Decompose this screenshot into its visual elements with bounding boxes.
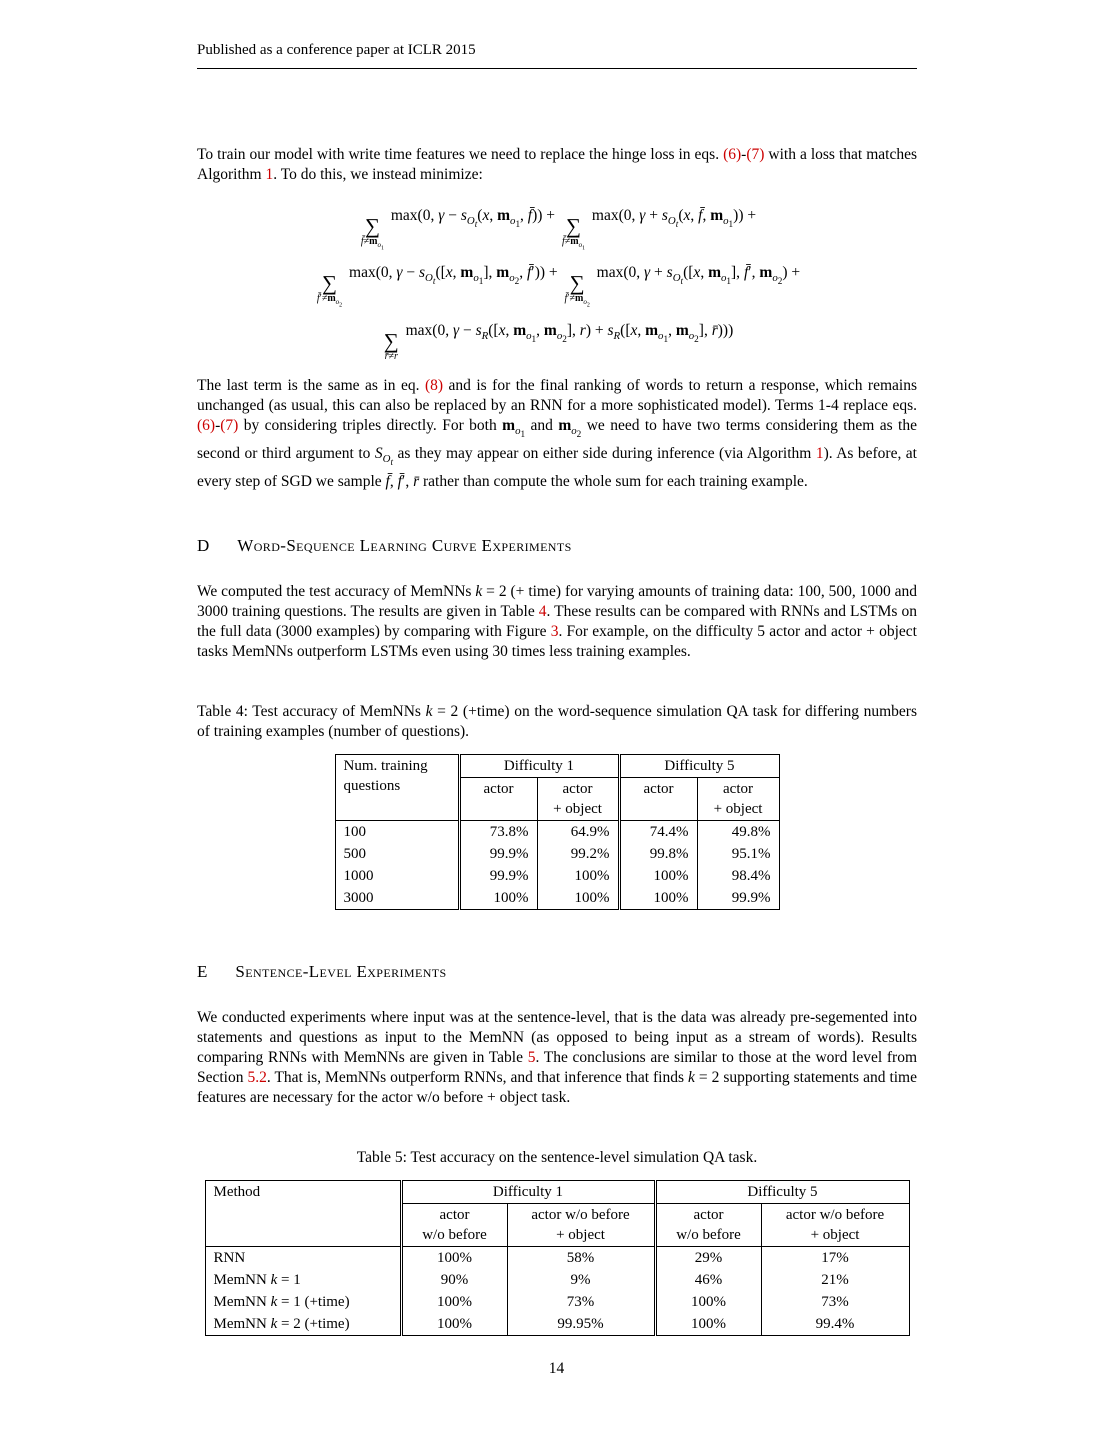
table5-subheader: actor w/o before	[401, 1204, 507, 1247]
equation-line-1: ∑ $f̄\ne m_{o_1}$ max(0, $\gamma - s_{O_t}(x$, $m_{o_1}$, f̄)) + ∑ $f̄\ne m_{o_1}$ max(0, $\gamma + s_{O_t}(x$, f̄, $m_{o_1}$)) +	[360, 207, 757, 252]
page-content	[197, 145, 917, 1336]
cell-value: 100%	[401, 1313, 507, 1336]
table-row	[205, 1247, 909, 1270]
row-label: 100	[343, 824, 366, 841]
table4-header	[335, 755, 779, 821]
cell-value: 99.2%	[537, 843, 619, 865]
cell-value: 49.8%	[697, 821, 779, 844]
ref-eq-6[interactable]: (6)	[723, 146, 742, 163]
table5-group-row	[205, 1181, 909, 1204]
table5-subheader: actor w/o before + object	[507, 1204, 655, 1247]
row-label: 500	[343, 846, 366, 863]
table5-header	[205, 1181, 909, 1247]
table4-corner-header: Num. training questions	[335, 755, 459, 821]
ref-figure-3[interactable]: 3	[550, 623, 559, 641]
ref-table-4[interactable]: 4	[538, 603, 547, 621]
table4-subheader: actor	[459, 778, 537, 821]
cell-value: 64.9%	[537, 821, 619, 844]
equation-block	[197, 199, 917, 362]
table4-caption: Table 4: Test accuracy of MemNNs k = 2 (+time) on the word-sequence simulation QA task for differing numbers of training examples (number of questions).	[197, 703, 917, 741]
row-label: MemNN k = 1	[213, 1272, 301, 1289]
table4-subheader: actor	[619, 778, 697, 821]
cell-value: 100%	[537, 865, 619, 887]
section-e-paragraph: We conducted experiments where input was at the sentence-level, that is the data was already pre-segemented into statements and questions as input to the MemNN (as opposed to being input as a stream of words). Results comparing RNNs with MemNNs are given in Table 5. The conclusions are similar to those at the word level from Section 5.2. That is, MemNNs outperform RNNs, and that inference that finds k = 2 supporting statements and time features are necessary for the actor w/o before + object task.	[197, 1009, 917, 1107]
page-number: 14	[548, 1360, 565, 1377]
table-row	[335, 887, 779, 910]
section-e-label: E	[197, 962, 208, 982]
ref-eq-7b[interactable]: (7)	[220, 416, 239, 434]
table-4	[335, 754, 780, 910]
cell-value: 99.4%	[761, 1313, 909, 1336]
cell-value: 100%	[401, 1291, 507, 1313]
cell-value: 99.9%	[459, 843, 537, 865]
section-d-paragraph: We computed the test accuracy of MemNNs k = 2 (+ time) for varying amounts of training data: 100, 500, 1000 and 3000 training questions. The results are given in Table 4. These results can be compared with RNNs and LSTMs on the full data (3000 examples) by comparing with Figure 3. For example, on the difficulty 5 actor and actor + object tasks MemNNs outperform LSTMs even using 30 times less training examples.	[197, 583, 917, 661]
section-e-title: Sentence-Level Experiments	[235, 962, 447, 982]
table-row	[205, 1313, 909, 1336]
cell-value: 100%	[655, 1313, 761, 1336]
cell-value: 9%	[507, 1269, 655, 1291]
row-label: MemNN k = 1 (+time)	[213, 1294, 350, 1311]
cell-value: 58%	[507, 1247, 655, 1270]
cell-value: 100%	[459, 887, 537, 910]
table5-subheader: actor w/o before	[655, 1204, 761, 1247]
table4-subheader: actor + object	[537, 778, 619, 821]
table4-body	[335, 821, 779, 910]
cell-value: 100%	[401, 1247, 507, 1270]
cell-value: 99.9%	[697, 887, 779, 910]
table5-group-difficulty-1: Difficulty 1	[401, 1181, 655, 1204]
running-header	[197, 42, 917, 69]
ref-table-5[interactable]: 5	[527, 1049, 536, 1067]
row-label: 1000	[343, 868, 374, 885]
table-row	[205, 1269, 909, 1291]
table5-body	[205, 1247, 909, 1336]
cell-value: 29%	[655, 1247, 761, 1270]
section-e-heading	[197, 962, 917, 982]
cell-value: 100%	[619, 887, 697, 910]
cell-value: 99.9%	[459, 865, 537, 887]
cell-value: 100%	[655, 1291, 761, 1313]
cell-value: 46%	[655, 1269, 761, 1291]
cell-value: 21%	[761, 1269, 909, 1291]
cell-value: 99.8%	[619, 843, 697, 865]
table5-group-difficulty-5: Difficulty 5	[655, 1181, 909, 1204]
cell-value: 17%	[761, 1247, 909, 1270]
cell-value: 100%	[537, 887, 619, 910]
table-5	[205, 1180, 910, 1336]
ref-eq-7[interactable]: (7)	[746, 146, 765, 163]
table4-subheader: actor + object	[697, 778, 779, 821]
ref-algorithm-1b[interactable]: 1	[815, 445, 824, 463]
running-header-text: Published as a conference paper at ICLR 2015	[197, 42, 476, 58]
equation-line-3: ∑ r̄≠r max(0, $\gamma - s_R([x$, $m_{o_1}$, $m_{o_2}$], $r) + s_R([x$, $m_{o_1}$, $m_{o_2}$], r̄)))	[383, 321, 734, 362]
row-label: MemNN k = 2 (+time)	[213, 1316, 350, 1333]
ref-section-5-2[interactable]: 5.2	[247, 1069, 267, 1087]
table4-group-difficulty-1: Difficulty 1	[459, 755, 619, 778]
cell-value: 99.95%	[507, 1313, 655, 1336]
cell-value: 90%	[401, 1269, 507, 1291]
table-row	[335, 821, 779, 844]
paragraph-intro: To train our model with write time features we need to replace the hinge loss in eqs. (6)-(7) with a loss that matches Algorithm 1. To do this, we instead minimize:	[197, 146, 917, 183]
table-row	[335, 843, 779, 865]
table4-group-row	[335, 755, 779, 778]
table4-group-difficulty-5: Difficulty 5	[619, 755, 779, 778]
cell-value: 100%	[619, 865, 697, 887]
cell-value: 73%	[507, 1291, 655, 1313]
section-d-heading	[197, 536, 917, 556]
row-label: RNN	[213, 1250, 246, 1267]
cell-value: 74.4%	[619, 821, 697, 844]
paragraph-after-equation: The last term is the same as in eq. (8) and is for the final ranking of words to return a response, which remains unchanged (as usual, this can also be replaced by an RNN for a more sophisticated model). Terms 1-4 replace eqs. (6)-(7) by considering triples directly. For both $m_{o_1}$ and $m_{o_2}$ we need to have two terms considering them as the second or third argument to $S_{O_t}$ as they may appear on either side during inference (via Algorithm 1). As before, at every step of SGD we sample f̄, f̄′, r̄ rather than compute the whole sum for each training example.	[197, 376, 917, 491]
row-label: 3000	[343, 890, 374, 907]
cell-value: 95.1%	[697, 843, 779, 865]
ref-eq-6b[interactable]: (6)	[197, 416, 216, 434]
table5-subheader: actor w/o before + object	[761, 1204, 909, 1247]
cell-value: 73.8%	[459, 821, 537, 844]
equation-line-2: ∑ $f̄'\ne m_{o_2}$ max(0, $\gamma - s_{O_t}([x$, $m_{o_1}$], $m_{o_2}$, f̄′)) + ∑ $f̄'\ne m_{o_2}$ max(0, $\gamma + s_{O_t}([x$, $m_{o_1}$], f̄′, $m_{o_2}$) +	[316, 264, 801, 309]
cell-value: 98.4%	[697, 865, 779, 887]
table5-caption: Table 5: Test accuracy on the sentence-level simulation QA task.	[356, 1149, 758, 1167]
cell-value: 73%	[761, 1291, 909, 1313]
table-row	[335, 865, 779, 887]
section-d-title: Word-Sequence Learning Curve Experiments	[237, 536, 572, 556]
ref-eq-8[interactable]: (8)	[424, 376, 444, 394]
table-row	[205, 1291, 909, 1313]
ref-algorithm-1[interactable]: 1	[265, 166, 274, 183]
section-d-label: D	[197, 536, 210, 556]
table5-corner-header: Method	[205, 1181, 401, 1247]
